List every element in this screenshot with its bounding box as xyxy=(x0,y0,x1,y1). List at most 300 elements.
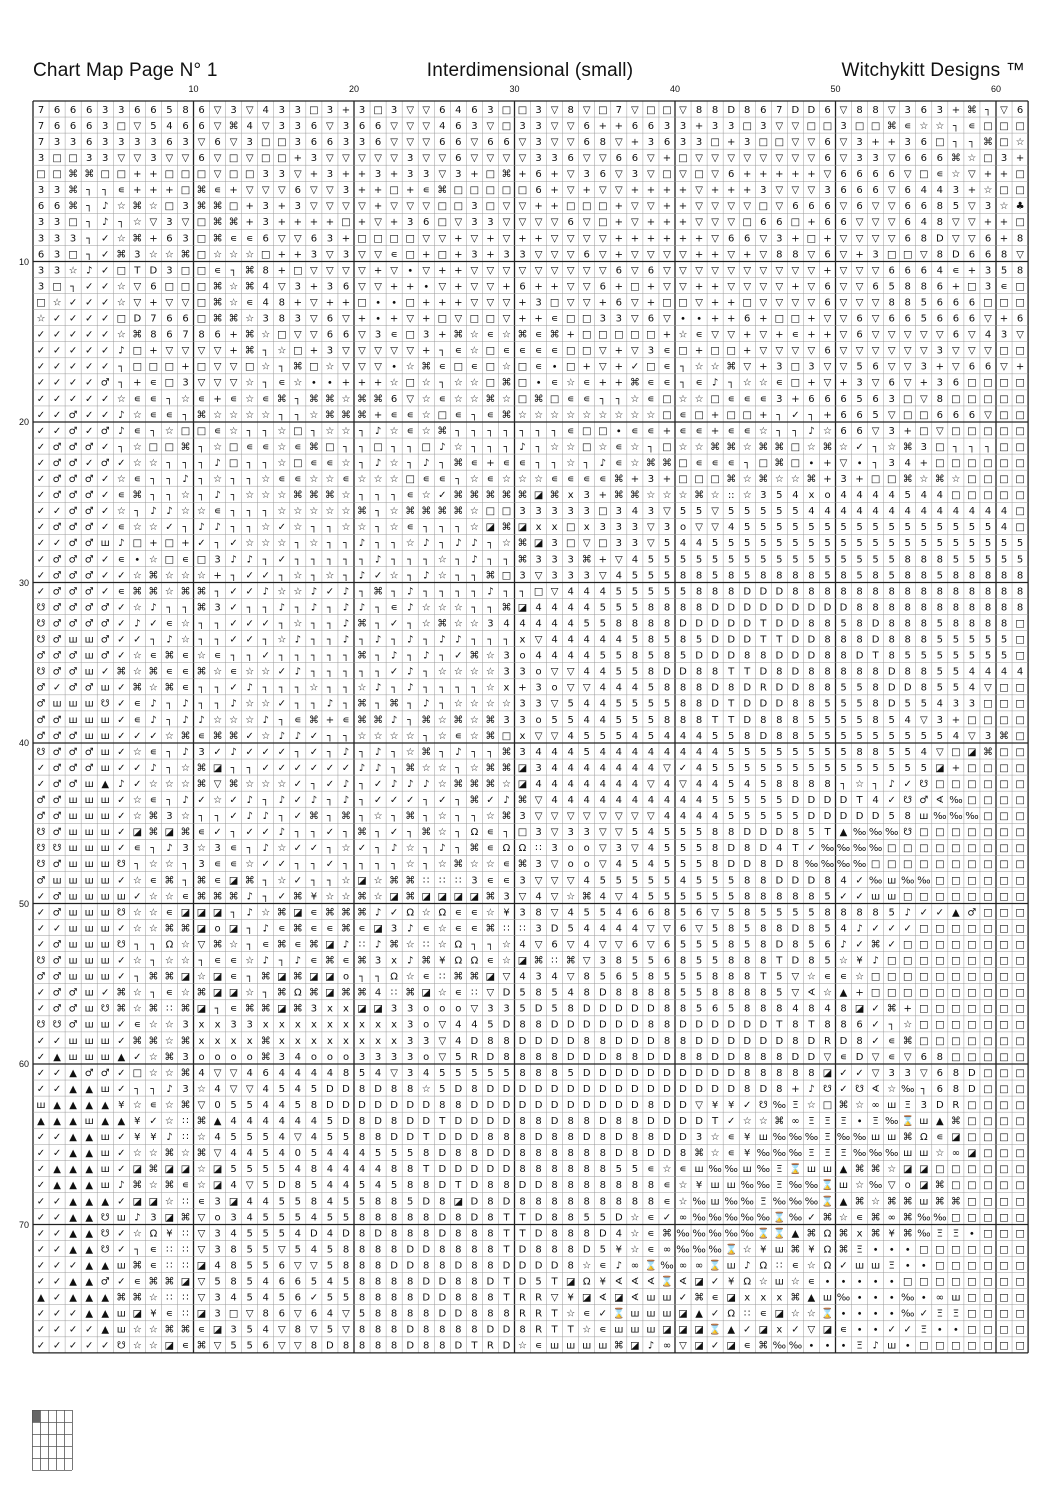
stitch-symbol: ▽ xyxy=(566,137,575,148)
stitch-symbol: D xyxy=(422,1276,431,1288)
stitch-symbol: □ xyxy=(710,474,720,485)
stitch-symbol: ▽ xyxy=(197,137,206,148)
stitch-symbol: ☋ xyxy=(855,1083,865,1095)
stitch-symbol: □ xyxy=(967,1196,977,1208)
stitch-symbol: D xyxy=(518,1276,527,1288)
stitch-symbol: ∙ xyxy=(695,313,703,325)
stitch-symbol: □ xyxy=(758,201,769,213)
stitch-symbol: 4 xyxy=(214,1260,221,1272)
stitch-symbol: ✓ xyxy=(52,1212,62,1224)
stitch-symbol: 3 xyxy=(182,377,189,389)
stitch-symbol: ┐ xyxy=(198,441,205,453)
stitch-symbol: 5 xyxy=(888,907,895,919)
stitch-symbol: ☆ xyxy=(181,506,190,518)
stitch-symbol: □ xyxy=(967,859,977,871)
stitch-symbol: + xyxy=(614,377,623,389)
stitch-symbol: ⌛ xyxy=(708,1260,722,1272)
stitch-symbol: ☆ xyxy=(148,1340,158,1352)
stitch-symbol: 5 xyxy=(262,1244,269,1256)
stitch-symbol: 5 xyxy=(728,506,735,518)
stitch-symbol: ☆ xyxy=(261,361,271,373)
stitch-symbol: T xyxy=(712,714,719,726)
stitch-symbol: ‰ xyxy=(692,1228,706,1240)
stitch-symbol: ¥ xyxy=(567,1292,574,1304)
stitch-symbol: T xyxy=(423,1164,430,1176)
stitch-symbol: 5 xyxy=(952,682,960,694)
stitch-symbol: ▽ xyxy=(919,345,928,357)
stitch-symbol: D xyxy=(807,1035,816,1047)
stitch-symbol: ♪ xyxy=(166,843,173,855)
stitch-symbol: D xyxy=(390,1100,398,1111)
stitch-symbol: 8 xyxy=(888,618,895,630)
stitch-symbol: 3 xyxy=(326,169,334,181)
stitch-symbol: ☆ xyxy=(453,698,463,710)
stitch-symbol: ✓ xyxy=(117,875,126,887)
stitch-symbol: ✓ xyxy=(117,1164,126,1176)
stitch-symbol: ✓ xyxy=(117,1035,126,1047)
stitch-symbol: 3 xyxy=(535,698,542,710)
stitch-symbol: ш xyxy=(116,1308,126,1320)
stitch-symbol: 4 xyxy=(984,506,992,518)
stitch-symbol: 4 xyxy=(583,666,590,678)
stitch-symbol: ▽ xyxy=(775,201,784,213)
stitch-symbol: ┐ xyxy=(423,522,430,534)
stitch-symbol: 6 xyxy=(326,137,334,148)
stitch-symbol: ⌘ xyxy=(453,506,464,518)
stitch-symbol: ▽ xyxy=(470,1003,479,1015)
stitch-symbol: ◪ xyxy=(485,971,496,983)
stitch-symbol: 6 xyxy=(920,201,927,213)
stitch-symbol: ▲ xyxy=(69,1276,77,1288)
stitch-symbol: 8 xyxy=(230,1244,237,1256)
stitch-symbol: 5 xyxy=(326,1212,334,1224)
stitch-symbol: D xyxy=(823,602,832,614)
stitch-symbol: ┐ xyxy=(407,827,414,839)
stitch-symbol: 4 xyxy=(695,779,703,790)
stitch-symbol: ☆ xyxy=(245,714,255,726)
stitch-symbol: ⌘ xyxy=(421,506,432,518)
stitch-symbol: 8 xyxy=(487,1308,494,1320)
stitch-symbol: ▽ xyxy=(213,779,222,790)
stitch-symbol: ┐ xyxy=(310,425,317,437)
stitch-symbol: + xyxy=(534,313,543,325)
stitch-symbol: ‰ xyxy=(788,1148,803,1160)
stitch-symbol: ☆ xyxy=(148,891,158,903)
stitch-symbol: 5 xyxy=(760,538,767,550)
stitch-symbol: 5 xyxy=(776,762,783,774)
stitch-symbol: ▽ xyxy=(293,233,302,245)
stitch-symbol: ☆ xyxy=(325,506,335,518)
stitch-symbol: 8 xyxy=(519,1116,526,1127)
stitch-symbol: 5 xyxy=(326,1244,334,1256)
stitch-symbol: 3 xyxy=(102,137,109,148)
stitch-symbol: ∊ xyxy=(727,425,735,437)
stitch-symbol: + xyxy=(598,377,607,389)
stitch-symbol: D xyxy=(390,1132,398,1144)
stitch-symbol: 5 xyxy=(551,1003,558,1015)
stitch-symbol: □ xyxy=(36,169,46,181)
stitch-symbol: ☋ xyxy=(919,779,929,790)
stitch-symbol: 8 xyxy=(760,1051,767,1063)
stitch-symbol: ∊ xyxy=(181,1180,190,1192)
stitch-symbol: ▽ xyxy=(791,297,800,309)
stitch-symbol: □ xyxy=(581,425,592,437)
stitch-symbol: ▲ xyxy=(69,1196,77,1208)
stitch-symbol: ♂ xyxy=(36,875,46,887)
stitch-symbol: □ xyxy=(967,779,977,790)
stitch-symbol: ‰ xyxy=(788,1212,803,1224)
stitch-symbol: 3 xyxy=(390,1003,398,1015)
stitch-symbol: D xyxy=(470,1180,479,1192)
stitch-symbol: ⌛ xyxy=(773,1228,786,1240)
stitch-symbol: ▽ xyxy=(903,345,912,357)
stitch-symbol: ♂ xyxy=(100,377,110,389)
stitch-symbol: ▽ xyxy=(647,169,655,181)
stitch-symbol: R xyxy=(486,1340,494,1352)
stitch-symbol: ш xyxy=(100,843,110,855)
stitch-symbol: ▽ xyxy=(518,217,527,229)
stitch-symbol: ⌘ xyxy=(501,811,512,823)
stitch-symbol: ♪ xyxy=(102,201,109,213)
stitch-symbol: ✓ xyxy=(36,361,46,373)
stitch-symbol: D xyxy=(791,602,800,614)
stitch-symbol: □ xyxy=(1015,971,1025,983)
stitch-symbol: ∊ xyxy=(486,875,494,887)
stitch-symbol: + xyxy=(662,425,672,437)
stitch-symbol: ‰ xyxy=(740,1228,754,1240)
stitch-symbol: ☆ xyxy=(437,666,447,678)
stitch-symbol: ▽ xyxy=(663,923,671,935)
stitch-symbol: + xyxy=(438,265,447,277)
stitch-symbol: 5 xyxy=(230,1340,237,1352)
stitch-symbol: ▽ xyxy=(534,939,543,951)
stitch-symbol: 8 xyxy=(551,1051,558,1063)
stitch-symbol: ш xyxy=(68,859,78,871)
stitch-symbol: ⌘ xyxy=(276,987,287,999)
stitch-symbol: ш xyxy=(84,939,94,951)
stitch-symbol: D xyxy=(454,1132,463,1144)
stitch-symbol: Ω xyxy=(823,1228,832,1240)
stitch-symbol: 8 xyxy=(519,1132,526,1144)
stitch-symbol: ┐ xyxy=(423,666,430,678)
stitch-symbol: ✓ xyxy=(325,827,335,839)
stitch-symbol: 5 xyxy=(599,1212,606,1224)
stitch-symbol: 5 xyxy=(519,987,526,999)
stitch-symbol: ✓ xyxy=(678,1292,688,1304)
stitch-symbol: 5 xyxy=(824,923,831,935)
stitch-symbol: ┐ xyxy=(262,425,269,437)
stitch-symbol: T xyxy=(551,1308,558,1320)
stitch-symbol: ♪ xyxy=(134,1212,141,1224)
stitch-symbol: + xyxy=(373,265,383,277)
stitch-symbol: □ xyxy=(485,377,496,389)
stitch-symbol: □ xyxy=(341,217,351,229)
stitch-symbol: 5 xyxy=(455,1051,462,1063)
stitch-symbol: ▽ xyxy=(534,875,543,887)
stitch-symbol: ☆ xyxy=(405,361,415,373)
stitch-symbol: □ xyxy=(999,297,1009,309)
stitch-symbol: ∙ xyxy=(679,313,687,325)
stitch-symbol: D xyxy=(647,1148,655,1160)
stitch-symbol: 8 xyxy=(888,297,895,309)
stitch-symbol: ┐ xyxy=(471,939,478,951)
stitch-symbol: 3 xyxy=(198,746,205,758)
stitch-symbol: 5 xyxy=(728,907,735,919)
stitch-symbol: ✓ xyxy=(36,554,46,566)
stitch-symbol: ♪ xyxy=(856,923,863,935)
stitch-symbol: ‰ xyxy=(772,1100,787,1111)
stitch-symbol: 5 xyxy=(615,650,622,662)
stitch-symbol: ✓ xyxy=(117,634,126,646)
stitch-symbol: ∙ xyxy=(952,1324,960,1336)
stitch-symbol: ▽ xyxy=(197,377,206,389)
stitch-symbol: 4 xyxy=(230,1228,237,1240)
stitch-symbol: 3 xyxy=(37,185,45,197)
stitch-symbol: D xyxy=(663,1051,671,1063)
stitch-symbol: 5 xyxy=(246,1324,253,1336)
stitch-symbol: 4 xyxy=(166,120,173,132)
stitch-symbol: 3 xyxy=(952,698,960,710)
stitch-symbol: 5 xyxy=(358,1196,366,1208)
stitch-symbol: ∊ xyxy=(117,490,125,502)
stitch-symbol: ┐ xyxy=(214,618,221,630)
stitch-symbol: 6 xyxy=(439,104,446,116)
stitch-symbol: ✓ xyxy=(101,506,110,518)
stitch-symbol: 5 xyxy=(663,971,671,983)
stitch-symbol: ✓ xyxy=(117,746,126,758)
stitch-symbol: ♂ xyxy=(100,618,110,630)
stitch-symbol: ▲ xyxy=(37,1292,45,1304)
stitch-symbol: ш xyxy=(662,1308,672,1320)
stitch-symbol: 3 xyxy=(535,137,542,148)
stitch-symbol: 6 xyxy=(744,233,751,245)
stitch-symbol: ⌘ xyxy=(228,120,239,132)
stitch-symbol: 5 xyxy=(567,923,574,935)
stitch-symbol: ▽ xyxy=(598,843,607,855)
stitch-symbol: ‰ xyxy=(740,1196,754,1208)
stitch-symbol: ш xyxy=(646,1292,656,1304)
stitch-symbol: ┐ xyxy=(952,120,959,132)
stitch-symbol: ⌘ xyxy=(886,1003,897,1015)
stitch-symbol: 4 xyxy=(535,602,542,614)
stitch-symbol: 5 xyxy=(278,1228,285,1240)
stitch-symbol: ♪ xyxy=(294,955,301,967)
stitch-symbol: □ xyxy=(517,827,528,839)
stitch-symbol: 8 xyxy=(471,1260,478,1272)
stitch-symbol: □ xyxy=(196,233,207,245)
stitch-symbol: ш xyxy=(822,1292,833,1304)
stitch-symbol: ☆ xyxy=(341,393,351,405)
stitch-symbol: D xyxy=(406,1324,415,1336)
stitch-symbol: 8 xyxy=(663,1035,671,1047)
stitch-symbol: 4 xyxy=(920,185,927,197)
stitch-symbol: ☆ xyxy=(68,265,78,277)
stitch-symbol: D xyxy=(486,1164,495,1176)
stitch-symbol: ☆ xyxy=(148,923,158,935)
stitch-symbol: 5 xyxy=(888,811,895,823)
stitch-symbol: ☆ xyxy=(164,586,174,598)
stitch-symbol: 5 xyxy=(872,538,879,550)
stitch-symbol: ¥ xyxy=(503,907,510,919)
stitch-symbol: 4 xyxy=(695,795,703,806)
stitch-symbol: ∙ xyxy=(856,1324,863,1336)
stitch-symbol: 8 xyxy=(792,570,799,582)
stitch-symbol: + xyxy=(357,185,367,197)
stitch-symbol: 3 xyxy=(294,120,301,132)
stitch-symbol: D xyxy=(550,1116,559,1127)
stitch-symbol: □ xyxy=(983,843,993,855)
stitch-symbol: ☆ xyxy=(309,682,319,694)
stitch-symbol: 8 xyxy=(487,1035,494,1047)
stitch-symbol: 3 xyxy=(37,265,45,277)
stitch-symbol: 5 xyxy=(904,538,911,550)
stitch-symbol: ◪ xyxy=(453,891,464,903)
stitch-symbol: ⌘ xyxy=(565,955,576,967)
stitch-symbol: ⌘ xyxy=(822,1212,833,1224)
stitch-symbol: ☆ xyxy=(277,586,287,598)
stitch-symbol: ✓ xyxy=(68,1340,78,1352)
stitch-symbol: 3 xyxy=(407,169,414,181)
stitch-symbol: ⌘ xyxy=(260,1003,271,1015)
stitch-symbol: ш xyxy=(68,955,78,967)
stitch-symbol: D xyxy=(406,1244,415,1256)
stitch-symbol: 3 xyxy=(230,1019,237,1031)
stitch-symbol: ☆ xyxy=(582,1324,592,1336)
stitch-symbol: 6 xyxy=(968,297,976,309)
stitch-symbol: □ xyxy=(405,297,415,309)
stitch-symbol: ∙ xyxy=(872,1324,879,1336)
stitch-symbol: ∷ xyxy=(390,987,398,999)
stitch-symbol: ∊ xyxy=(839,1324,848,1336)
stitch-symbol: o xyxy=(423,1019,430,1031)
stitch-symbol: □ xyxy=(678,153,688,164)
stitch-symbol: 5 xyxy=(262,1228,269,1240)
stitch-symbol: □ xyxy=(983,1100,993,1111)
stitch-symbol: ▽ xyxy=(213,345,222,357)
stitch-symbol: 5 xyxy=(647,570,655,582)
stitch-symbol: 5 xyxy=(808,827,815,839)
stitch-symbol: ▽ xyxy=(470,265,479,277)
stitch-symbol: ┐ xyxy=(166,490,173,502)
stitch-symbol: □ xyxy=(309,104,319,116)
stitch-symbol: ✓ xyxy=(919,1308,928,1320)
stitch-symbol: ✓ xyxy=(36,1212,46,1224)
stitch-symbol: 3 xyxy=(53,265,61,277)
stitch-symbol: 4 xyxy=(535,618,542,630)
stitch-symbol: 3 xyxy=(214,1228,221,1240)
stitch-symbol: ┐ xyxy=(358,490,366,502)
stitch-symbol: ▽ xyxy=(903,1051,912,1063)
stitch-symbol: ш xyxy=(100,907,110,919)
stitch-symbol: ш xyxy=(566,1340,576,1352)
stitch-symbol: 5 xyxy=(904,698,911,710)
stitch-symbol: ♪ xyxy=(262,843,269,855)
stitch-symbol: ✓ xyxy=(373,570,383,582)
stitch-symbol: D xyxy=(149,265,158,277)
stitch-symbol: ∊ xyxy=(486,409,494,421)
stitch-symbol: 8 xyxy=(760,1067,767,1079)
stitch-symbol: x xyxy=(310,1019,317,1031)
stitch-symbol: □ xyxy=(967,458,977,469)
stitch-symbol: x xyxy=(294,1019,301,1031)
stitch-symbol: 5 xyxy=(615,602,622,614)
stitch-symbol: 6 xyxy=(583,137,590,148)
stitch-symbol: 3 xyxy=(535,971,542,983)
stitch-symbol: 8 xyxy=(920,233,927,245)
stitch-symbol: ┐ xyxy=(487,425,494,437)
stitch-symbol: D xyxy=(598,1083,607,1095)
stitch-symbol: ┐ xyxy=(230,762,237,774)
stitch-symbol: ш xyxy=(100,682,110,694)
stitch-symbol: 8 xyxy=(904,634,911,646)
stitch-symbol: ш xyxy=(100,795,110,806)
stitch-symbol: ┐ xyxy=(246,522,253,534)
stitch-symbol: 6 xyxy=(166,233,173,245)
stitch-symbol: R xyxy=(824,1035,831,1047)
stitch-symbol: ▽ xyxy=(935,329,944,341)
stitch-symbol: ▽ xyxy=(229,1067,238,1079)
stitch-symbol: D xyxy=(454,1260,463,1272)
stitch-symbol: 5 xyxy=(695,939,703,951)
stitch-symbol: 8 xyxy=(744,1083,751,1095)
stitch-symbol: 6 xyxy=(936,1067,943,1079)
stitch-symbol: ☆ xyxy=(630,393,640,405)
stitch-symbol: ▽ xyxy=(695,185,703,197)
stitch-symbol: 5 xyxy=(679,554,687,566)
stitch-symbol: ∊ xyxy=(230,971,238,983)
stitch-symbol: ✓ xyxy=(101,666,110,678)
stitch-symbol: ☆ xyxy=(437,570,447,582)
stitch-symbol: ✓ xyxy=(36,538,46,550)
stitch-symbol: 8 xyxy=(310,1100,318,1111)
stitch-symbol: ┐ xyxy=(455,570,462,582)
stitch-symbol: 3 xyxy=(69,137,77,148)
stitch-symbol: ▽ xyxy=(614,827,623,839)
stitch-symbol: ┐ xyxy=(166,795,173,806)
stitch-symbol: ┐ xyxy=(407,458,414,469)
stitch-symbol: ✓ xyxy=(919,907,928,919)
stitch-symbol: + xyxy=(743,249,752,261)
stitch-symbol: + xyxy=(277,265,286,277)
stitch-symbol: 7 xyxy=(150,313,157,325)
stitch-symbol: ▲ xyxy=(935,1116,944,1127)
stitch-symbol: ✓ xyxy=(68,1324,78,1336)
stitch-symbol: ♂ xyxy=(36,650,46,662)
stitch-symbol: 8 xyxy=(615,1196,622,1208)
stitch-symbol: + xyxy=(181,361,190,373)
stitch-symbol: ┐ xyxy=(326,682,333,694)
stitch-symbol: ⌛ xyxy=(612,1308,626,1320)
stitch-symbol: □ xyxy=(164,441,175,453)
stitch-symbol: 8 xyxy=(808,923,815,935)
stitch-symbol: 5 xyxy=(246,1260,253,1272)
stitch-symbol: + xyxy=(325,217,335,229)
stitch-symbol: ✓ xyxy=(52,1067,62,1079)
stitch-symbol: 8 xyxy=(487,1180,494,1192)
stitch-symbol: T xyxy=(567,1324,574,1336)
stitch-symbol: x xyxy=(375,1035,382,1047)
stitch-symbol: 6 xyxy=(824,393,831,405)
stitch-symbol: ∊ xyxy=(775,377,783,389)
stitch-symbol: 6 xyxy=(278,1308,285,1320)
stitch-symbol: ш xyxy=(84,1051,94,1063)
stitch-symbol: D xyxy=(679,1132,687,1144)
stitch-symbol: D xyxy=(791,618,800,630)
stitch-symbol: ┐ xyxy=(358,425,366,437)
stitch-symbol: □ xyxy=(983,1132,993,1144)
stitch-symbol: ▽ xyxy=(679,265,687,277)
stitch-symbol: □ xyxy=(806,120,817,132)
